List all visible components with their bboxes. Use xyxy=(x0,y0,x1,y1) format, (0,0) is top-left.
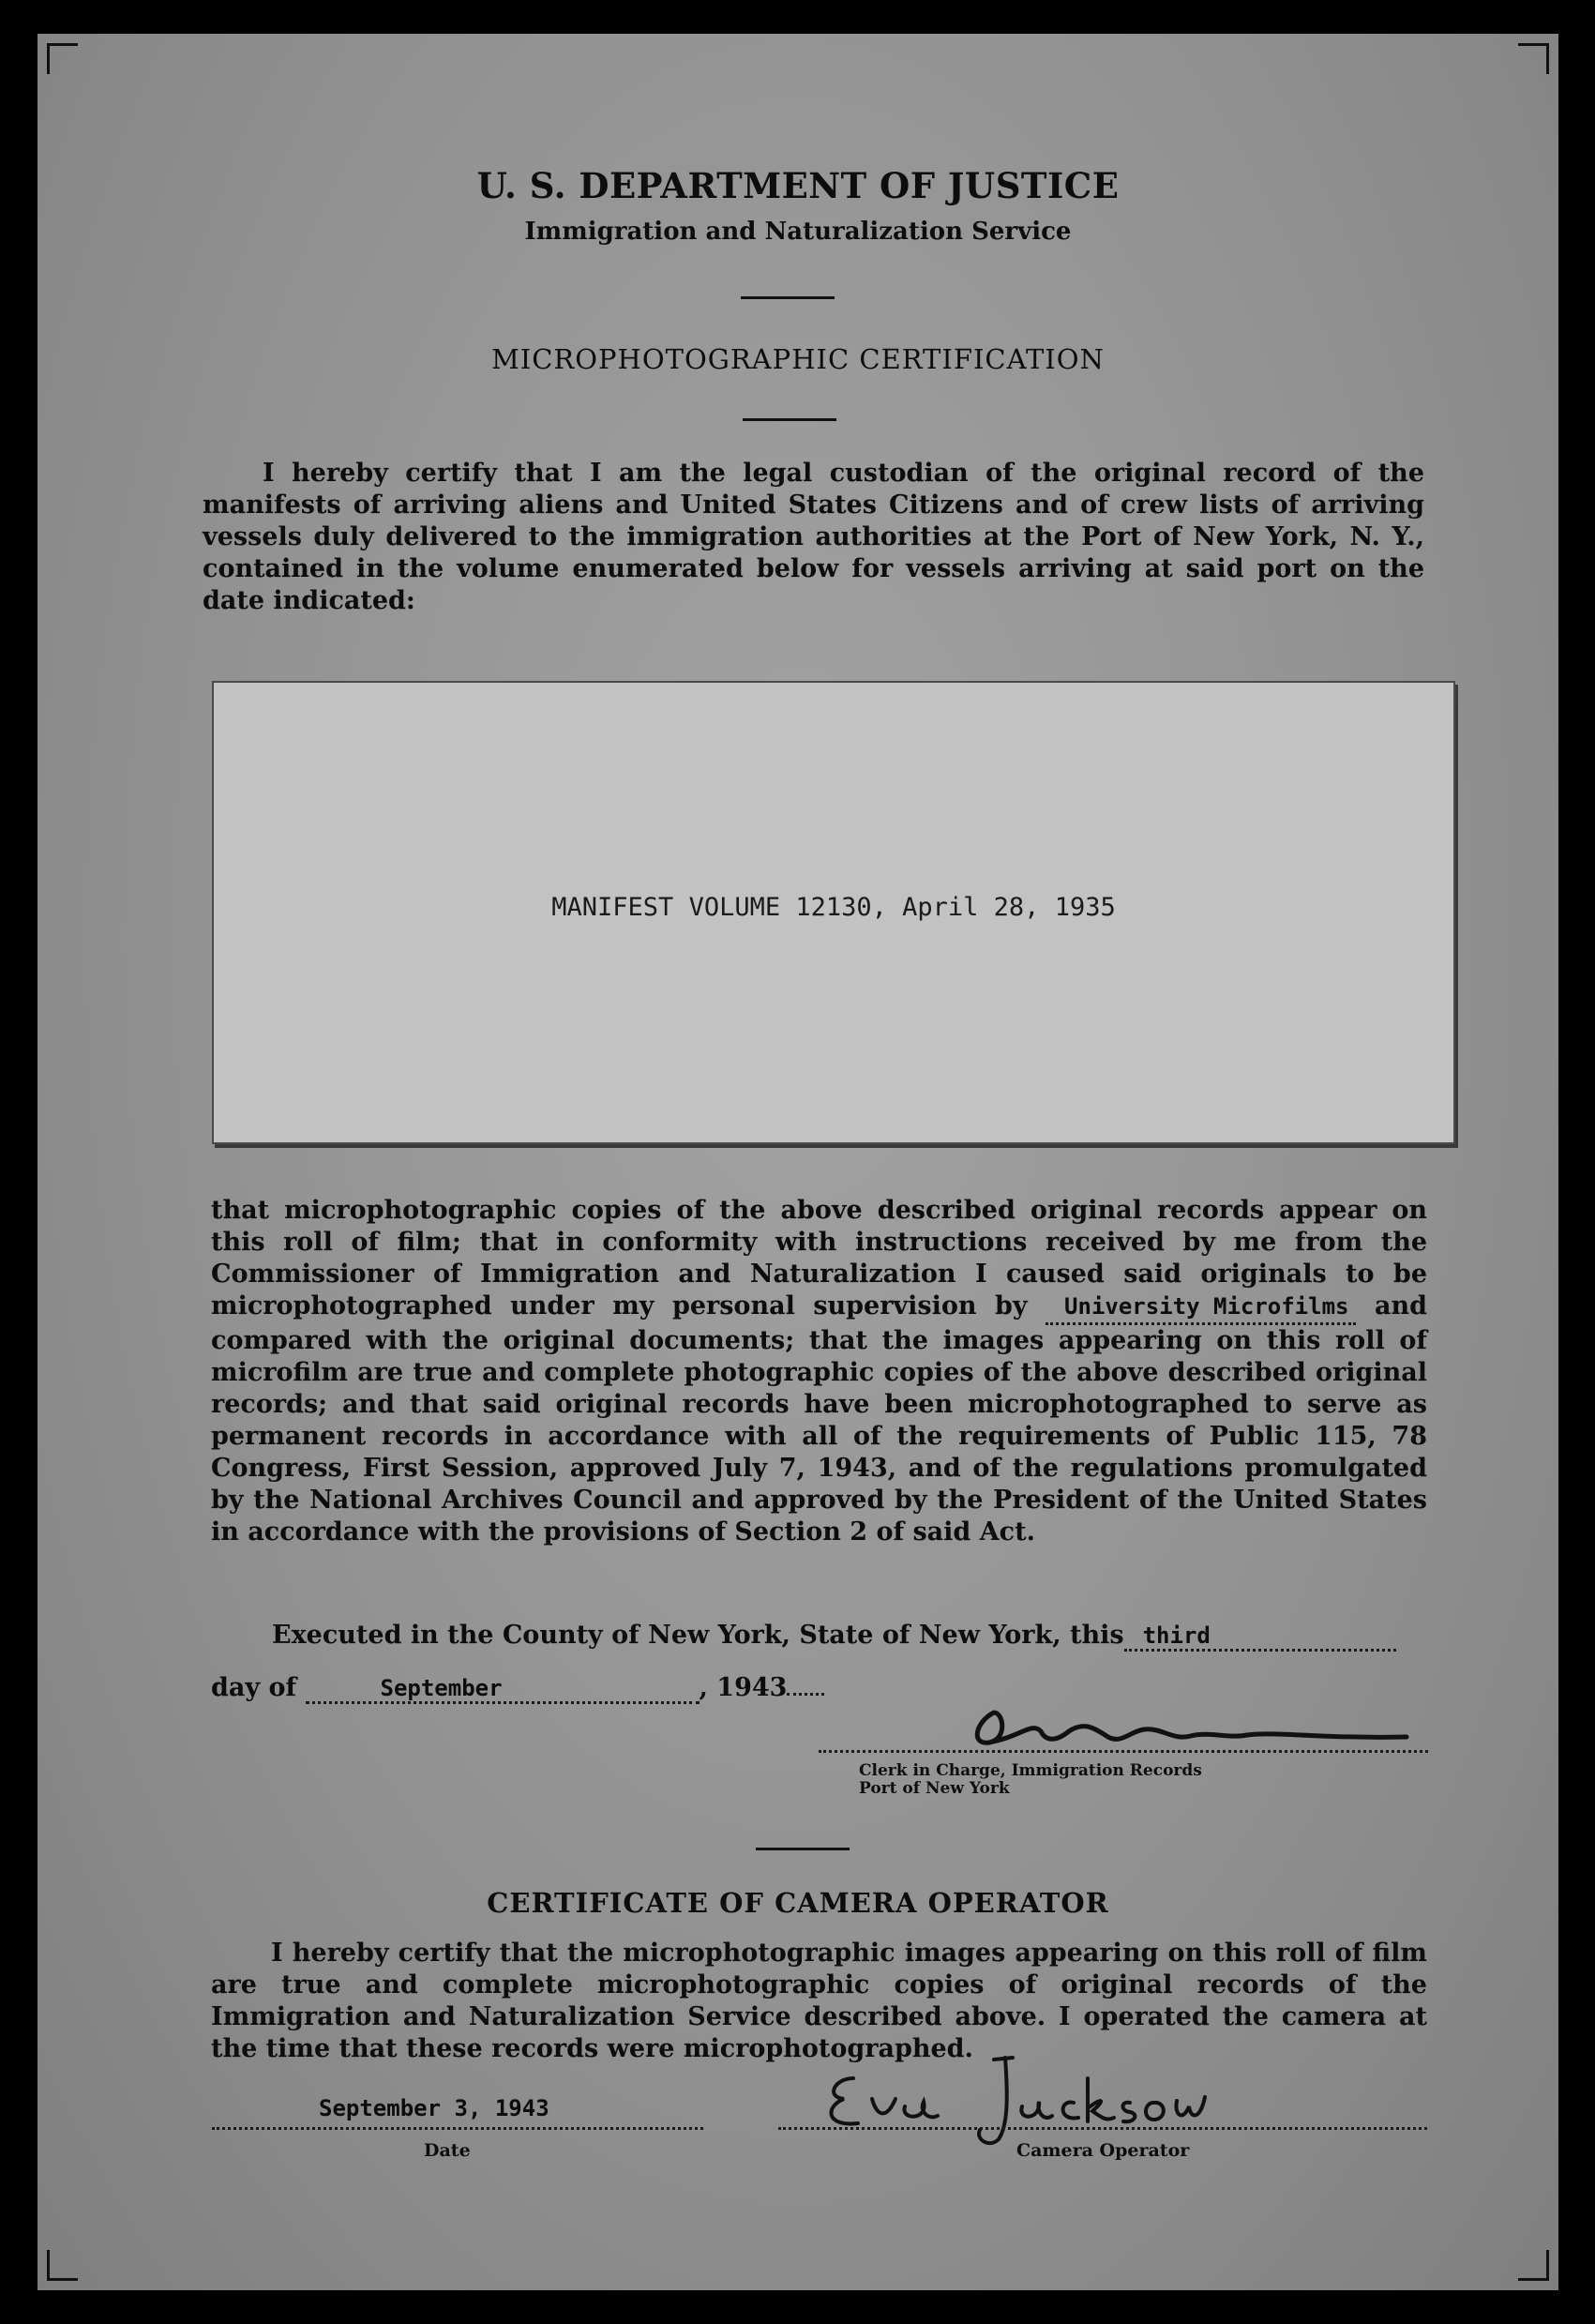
operator-paragraph: I hereby certify that the microphotographic images appearing on this roll of film are true and complete microphotographic copies of original records of the Immigration and Naturalization Service described above. I operated the camera at the time that these records were microphotographed. xyxy=(211,1939,1427,2063)
clerk-title-line2: Port of New York xyxy=(859,1779,1010,1798)
year-dots xyxy=(787,1693,824,1696)
body-text-b: and compared with the original documents; that the images appearing on this roll of microfilm are true and complete photographic copies of the above described original records; and that said original records have been microphotographed to serve as permanent records in accordance with all of the requirements of Public 115, 78 Congress, First Session, approved July 7, 1943, and of the regulations promulgated by the National Archives Council and approved by the President of the United States in accordance with the provisions of Section 2 of said Act. xyxy=(211,1291,1427,1547)
body-paragraph xyxy=(211,1195,1427,1548)
day-of-line xyxy=(211,1673,824,1704)
operator-date-value: September 3, 1943 xyxy=(319,2095,549,2121)
body-text-a: that microphotographic copies of the above described original records appear on this roll of film; that in conformity with instructions received by me from the Commissioner of Immigration and Naturalization I caused said originals to be microphotographed under my personal supervision by xyxy=(211,1196,1427,1320)
corner-mark-bottom-left xyxy=(47,2250,78,2281)
manifest-label-card xyxy=(212,681,1455,1144)
service-subtitle: Immigration and Naturalization Service xyxy=(524,218,1072,246)
operator-date-line xyxy=(212,2127,703,2130)
divider-second xyxy=(743,418,836,421)
department-title: U. S. DEPARTMENT OF JUSTICE xyxy=(476,165,1120,206)
operator-certificate-title: CERTIFICATE OF CAMERA OPERATOR xyxy=(487,1887,1109,1919)
operator-signature-line xyxy=(778,2127,1427,2130)
day-of-label: day of xyxy=(211,1673,297,1702)
intro-paragraph: I hereby certify that I am the legal custodian of the original record of the manifests of arriving aliens and United States Citizens and of crew lists of arriving vessels duly delivered to the immigration authorities at the Port of New York, N. Y., contained in the volume enumerated below for vessels arriving at said port on the date indicated: xyxy=(203,459,1424,615)
certificate-page xyxy=(38,34,1558,2290)
operator-signature xyxy=(806,2041,1219,2153)
corner-mark-top-right xyxy=(1518,43,1549,74)
camera-operator-label: Camera Operator xyxy=(1016,2140,1190,2161)
manifest-volume-text: MANIFEST VOLUME 12130, April 28, 1935 xyxy=(551,893,1116,922)
certification-title: MICROPHOTOGRAPHIC CERTIFICATION xyxy=(491,343,1105,375)
execution-day-field: third xyxy=(1124,1622,1396,1652)
corner-mark-top-left xyxy=(47,43,78,74)
divider-operator xyxy=(756,1848,850,1850)
clerk-title xyxy=(859,1762,1202,1798)
divider-top xyxy=(741,296,835,299)
execution-line xyxy=(272,1621,1396,1652)
year-text: , 1943 xyxy=(699,1673,788,1702)
clerk-title-line1: Clerk in Charge, Immigration Records xyxy=(859,1761,1202,1780)
corner-mark-bottom-right xyxy=(1518,2250,1549,2281)
month-field: September xyxy=(306,1675,700,1704)
date-label: Date xyxy=(424,2140,471,2161)
clerk-signature-line xyxy=(819,1750,1428,1753)
filmed-by-field: University Microfilms xyxy=(1046,1290,1356,1325)
execution-prefix: Executed in the County of New York, State of New York, this xyxy=(272,1621,1124,1650)
